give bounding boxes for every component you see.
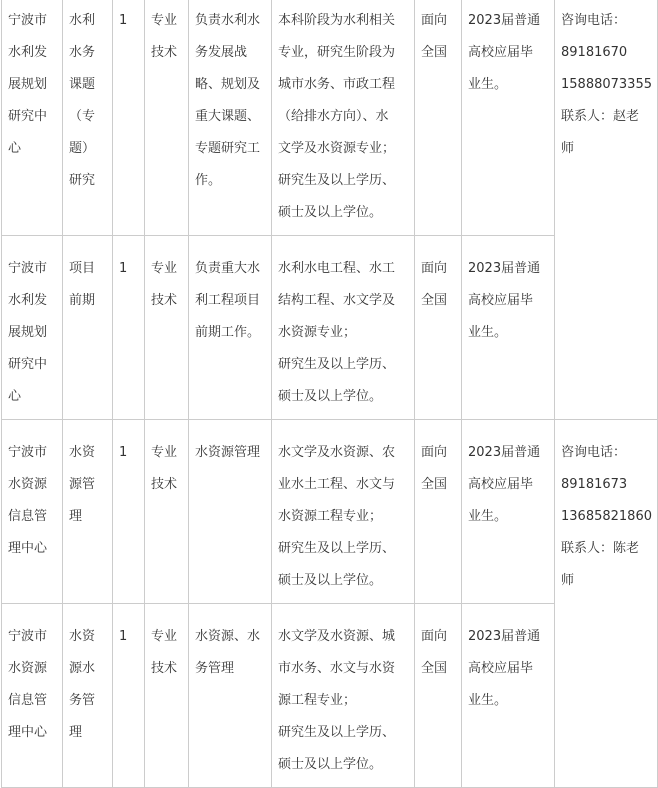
duty-cell: 水资源管理 [189,420,272,604]
target-cell: 面向 全国 [415,0,462,236]
major-cell: 水文学及水资源、城 市水务、水文与水资 源工程专业； 研究生及以上学历、 硕士及以上学位。 [272,604,415,788]
contact-cell: 咨询电话： 89181673 13685821860 联系人：陈老 师 [555,420,658,788]
category-cell: 专业 技术 [145,604,189,788]
unit-cell: 宁波市 水资源 信息管 理中心 [2,604,63,788]
unit-cell: 宁波市 水资源 信息管 理中心 [2,420,63,604]
requirement-cell: 2023届普通 高校应届毕 业生。 [462,236,555,420]
major-cell: 水利水电工程、水工 结构工程、水文学及 水资源专业； 研究生及以上学历、 硕士及以上学位。 [272,236,415,420]
unit-cell: 宁波市 水利发 展规划 研究中 心 [2,0,63,236]
target-cell: 面向 全国 [415,236,462,420]
requirement-cell: 2023届普通 高校应届毕 业生。 [462,604,555,788]
duty-cell: 水资源、水 务管理 [189,604,272,788]
category-cell: 专业 技术 [145,420,189,604]
count-cell: 1 [113,604,145,788]
duty-cell: 负责水利水 务发展战 略、规划及 重大课题、 专题研究工 作。 [189,0,272,236]
unit-cell: 宁波市 水利发 展规划 研究中 心 [2,236,63,420]
category-cell: 专业 技术 [145,236,189,420]
requirement-cell: 2023届普通 高校应届毕 业生。 [462,0,555,236]
duty-cell: 负责重大水 利工程项目 前期工作。 [189,236,272,420]
position-cell: 项目 前期 [63,236,113,420]
target-cell: 面向 全国 [415,604,462,788]
count-cell: 1 [113,0,145,236]
table-row [2,0,658,236]
count-cell: 1 [113,420,145,604]
position-cell: 水资 源管 理 [63,420,113,604]
category-cell: 专业 技术 [145,0,189,236]
major-cell: 本科阶段为水利相关 专业，研究生阶段为 城市水务、市政工程 （给排水方向）、水 文学及水资源专业； 研究生及以上学历、 硕士及以上学位。 [272,0,415,236]
recruitment-table [1,0,658,788]
table-row [2,420,658,604]
target-cell: 面向 全国 [415,420,462,604]
count-cell: 1 [113,236,145,420]
position-cell: 水利 水务 课题 （专 题） 研究 [63,0,113,236]
major-cell: 水文学及水资源、农 业水土工程、水文与 水资源工程专业； 研究生及以上学历、 硕士及以上学位。 [272,420,415,604]
requirement-cell: 2023届普通 高校应届毕 业生。 [462,420,555,604]
position-cell: 水资 源水 务管 理 [63,604,113,788]
contact-cell: 咨询电话： 89181670 15888073355 联系人：赵老 师 [555,0,658,420]
